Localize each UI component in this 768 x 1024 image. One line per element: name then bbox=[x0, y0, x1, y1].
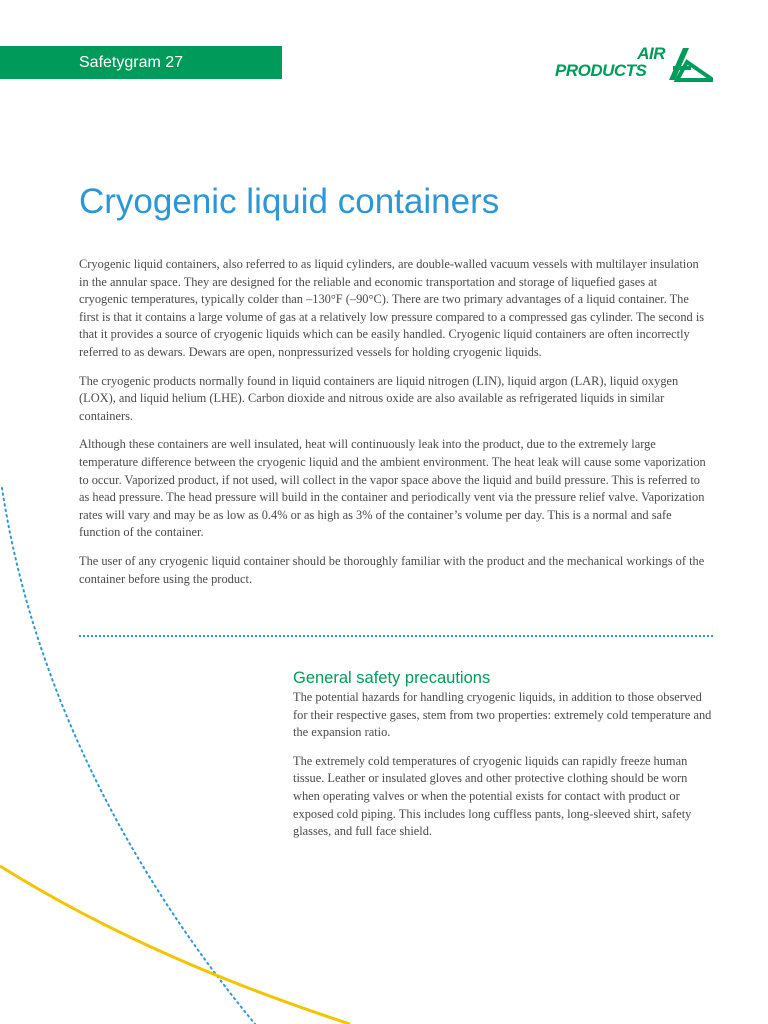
section-paragraph: The potential hazards for handling cryogenic liquids, in addition to those observed for their respective gases, stem from two properties: extremely cold temperature and the expansion ratio. bbox=[293, 690, 712, 740]
section-paragraph: The extremely cold temperatures of cryogenic liquids can rapidly freeze human tissue. Leather or insulated gloves and other protective clothing should be worn when operating valves or when the potential exists for contact with product or exposed cold piping. This includes long cuffless pants, long-sleeved shirt, safety glasses, and full face shield. bbox=[293, 753, 692, 839]
logo-word-products: PRODUCTS bbox=[555, 61, 647, 80]
section-heading: General safety precautions bbox=[293, 669, 491, 687]
intro-paragraph: Cryogenic liquid containers, also referred to as liquid cylinders, are double-walled vacuum vessels with multilayer insulation in the annular space. They are designed for the reliable and economic transportation and storage of liquefied gases at cryogenic temperatures, typically colder than –130°F (–90°C). There are two primary advantages of a liquid container. The first is that it contains a large volume of gas at a relatively low pressure compared to a compressed gas cylinder. The second is that it provides a source of cryogenic liquids which can be easily handled. Cryogenic liquid containers are often incorrectly referred to as dewars. Dewars are open, nonpressurized vessels for holding cryogenic liquids. bbox=[79, 257, 705, 359]
intro-paragraph: The cryogenic products normally found in liquid containers are liquid nitrogen (LIN), liquid argon (LAR), liquid oxygen (LOX), and liquid helium (LHE). Carbon dioxide and nitrous oxide are also available as refrigerated liquids in similar containers. bbox=[79, 373, 679, 423]
safetygram-label: Safetygram 27 bbox=[0, 46, 282, 79]
logo-word-air: AIR bbox=[637, 44, 665, 63]
dotted-arc bbox=[2, 488, 255, 1024]
safety-section bbox=[293, 667, 713, 852]
intro-paragraph: Although these containers are well insulated, heat will continuously leak into the product, due to the extremely large temperature difference between the cryogenic liquid and the ambient environment. The heat leak will cause some vaporization to occur. Vaporized product, if not used, will collect in the vapor space above the liquid and build pressure. This is referred to as head pressure. The head pressure will build in the container and periodically vent via the pressure relief valve. Vaporization rates will vary and may be as low as 0.4% or as high as 3% of the container’s volume per day. This is a normal and safe function of the container. bbox=[79, 437, 706, 540]
yellow-arc bbox=[0, 866, 350, 1024]
intro-paragraph: The user of any cryogenic liquid container should be thoroughly familiar with the product and the mechanical workings of the container before using the product. bbox=[79, 553, 705, 586]
page-title: Cryogenic liquid containers bbox=[79, 182, 500, 221]
